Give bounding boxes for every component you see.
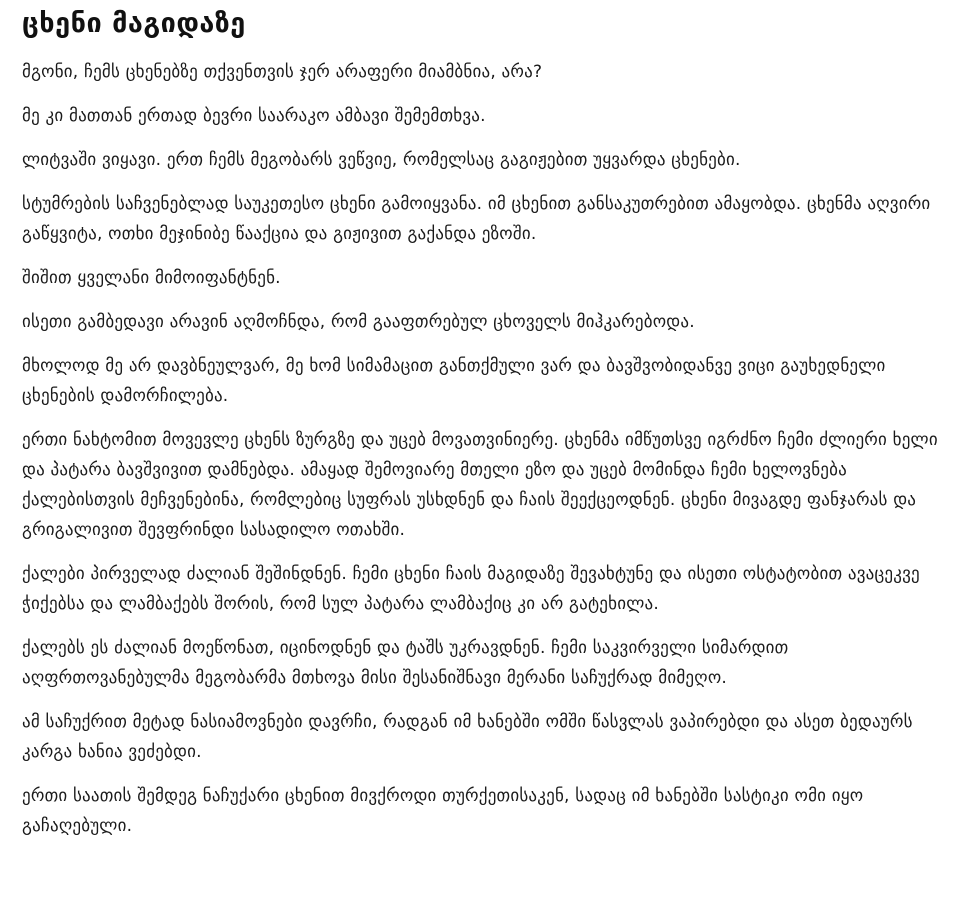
story-paragraph-8: ერთი ნახტომით მოვევლე ცხენს ზურგზე და უცებ მოვათვინიერე. ცხენმა იმწუთსვე იგრძნო ჩემი ძლიერი ხელი და პატარა ბავშვივით დამნებდა. ამაყად შემოვიარე მთელი ეზო და უცებ მომინდა ჩემი ხელოვნება ქალებისთვის მეჩვენებინა, რომლებიც სუფრას უსხდნენ და ჩაის შეექცეოდნენ. ცხენი მივაგდე ფანჯარას და გრიგალივით შევფრინდი სასადილო ოთახში. <box>22 430 938 540</box>
story-paragraph-4: სტუმრების საჩვენებლად საუკეთესო ცხენი გამოიყვანა. იმ ცხენით განსაკუთრებით ამაყობდა. ცხენმა აღვირი გაწყვიტა, ოთხი მეჯინიბე წააქცია და გიჟივით გაქანდა ეზოში. <box>22 194 931 244</box>
story-paragraph-1: მგონი, ჩემს ცხენებზე თქვენთვის ჯერ არაფერი მიამბნია, არა? <box>22 62 543 82</box>
story-paragraph-12: ერთი საათის შემდეგ ნაჩუქარი ცხენით მივქროდი თურქეთისაკენ, სადაც იმ ხანებში სასტიკი ომი იყო გაჩაღებული. <box>22 786 864 836</box>
story-paragraph-9: ქალები პირველად ძალიან შეშინდნენ. ჩემი ცხენი ჩაის მაგიდაზე შევახტუნე და ისეთი ოსტატობით ავაცეკვე ჭიქებსა და ლამბაქებს შორის, რომ სულ პატარა ლამბაქიც კი არ გატეხილა. <box>22 564 920 614</box>
story-paragraph-5: შიშით ყველანი მიმოიფანტნენ. <box>22 268 281 288</box>
story-paragraph-6: ისეთი გამბედავი არავინ აღმოჩნდა, რომ გააფთრებულ ცხოველს მიჰკარებოდა. <box>22 312 695 332</box>
story-paragraph-3: ლიტვაში ვიყავი. ერთ ჩემს მეგობარს ვეწვიე, რომელსაც გაგიჟებით უყვარდა ცხენები. <box>22 150 741 170</box>
story-paragraph-7: მხოლოდ მე არ დავბნეულვარ, მე ხომ სიმამაცით განთქმული ვარ და ბავშვობიდანვე ვიცი გაუხედნელი ცხენების დამორჩილება. <box>22 356 886 406</box>
story-paragraph-10: ქალებს ეს ძალიან მოეწონათ, იცინოდნენ და ტაშს უკრავდნენ. ჩემი საკვირველი სიმარდით აღფრთოვანებულმა მეგობარმა მთხოვა მისი შესანიშნავი მერანი საჩუქრად მიმეღო. <box>22 638 789 688</box>
story-title: ცხენი მაგიდაზე <box>22 8 246 39</box>
story-paragraph-2: მე კი მათთან ერთად ბევრი საარაკო ამბავი შემემთხვა. <box>22 106 486 126</box>
story-paragraph-11: ამ საჩუქრით მეტად ნასიამოვნები დავრჩი, რადგან იმ ხანებში ომში წასვლას ვაპირებდი და ასეთ ბედაურს კარგა ხანია ვეძებდი. <box>22 712 913 762</box>
